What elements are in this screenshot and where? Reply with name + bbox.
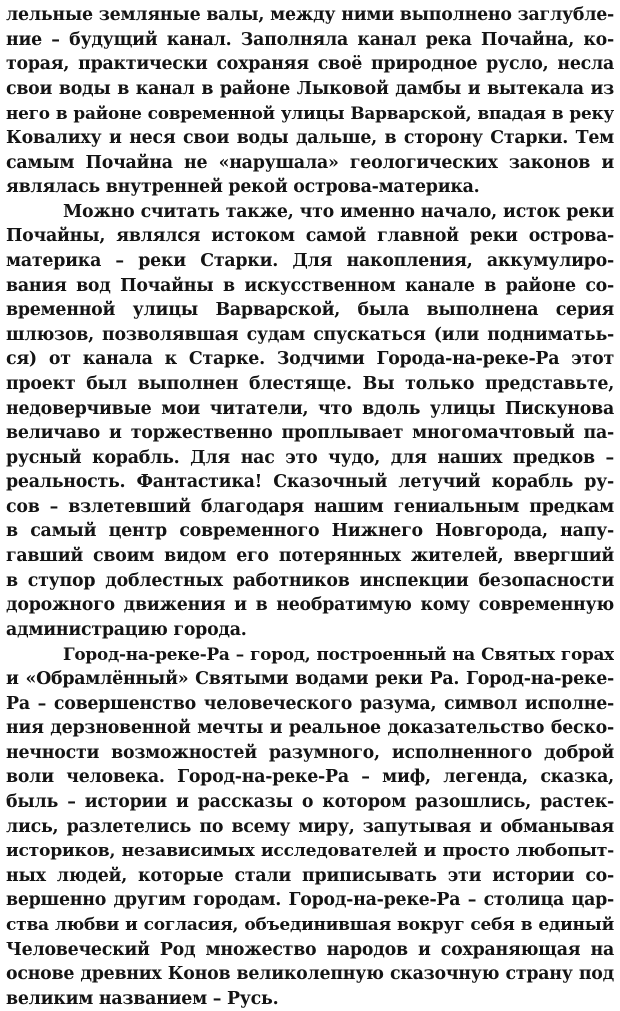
text-line: гавший своим видом его потерянных жителей, ввергший	[6, 546, 614, 567]
text-line: воли человека. Город-на-реке-Ра – миф, легенда, сказка,	[6, 767, 614, 788]
text-line: недоверчивые мои читатели, что вдоль улицы Пискунова	[6, 398, 614, 419]
paragraph-1	[6, 3, 614, 200]
text-line: вершенно другим городам. Город-на-реке-Ра – столица цар-	[6, 890, 614, 911]
text-line: него в районе современной улицы Варварской, впадая в реку	[6, 103, 614, 124]
text-line: шлюзов, позволявшая судам спускаться (или подниматьь-	[6, 324, 614, 345]
text-line: ся) от канала к Старке. Зодчими Города-на-реке-Ра этот	[6, 349, 614, 370]
text-line: историков, независимых исследователей и просто любопыт-	[6, 841, 614, 862]
paragraph-2	[6, 200, 614, 643]
text-line: Город-на-реке-Ра – город, построенный на Святых горах	[63, 644, 614, 665]
text-line: русный корабль. Для нас это чудо, для наших предков –	[6, 447, 614, 468]
text-line: величаво и торжественно проплывает многомачтовый па-	[6, 423, 614, 444]
text-line: свои воды в канал в районе Лыковой дамбы и вытекала из	[6, 78, 614, 99]
text-line: Ра – совершенство человеческого разума, символ исполне-	[6, 693, 614, 714]
text-line: Человеческий Род множество народов и сохраняющая на	[6, 939, 614, 960]
text-line: торая, практически сохраняя своё природное русло, несла	[6, 54, 614, 75]
text-line: основе древних Конов великолепную сказочную страну под	[6, 964, 614, 985]
text-line: Можно считать также, что именно начало, исток реки	[63, 201, 614, 222]
text-line: Почайны, являлся истоком самой главной реки острова-	[6, 226, 614, 247]
text-line: дорожного движения и в необратимую кому современную	[6, 595, 614, 616]
text-line: проект был выполнен блестяще. Вы только представьте,	[6, 373, 614, 394]
text-line: материка – реки Старки. Для накопления, аккумулиро-	[6, 250, 614, 271]
text-line: в самый центр современного Нижнего Новгорода, напу-	[6, 521, 614, 542]
text-line: в ступор доблестных работников инспекции безопасности	[6, 570, 614, 591]
text-line: ства любви и согласия, объединившая вокруг себя в единый	[6, 914, 614, 935]
text-line: администрацию города.	[6, 619, 247, 640]
text-line: ных людей, которые стали приписывать эти истории со-	[6, 865, 614, 886]
text-line: сов – взлетевший благодаря нашим гениальным предкам	[6, 496, 614, 517]
text-line: вания вод Почайны в искусственном канале в районе со-	[6, 275, 614, 296]
text-line: самым Почайна не «нарушала» геологических законов и	[6, 152, 614, 173]
paragraph-3	[6, 642, 614, 1011]
book-page	[6, 3, 614, 1011]
text-line: ние – будущий канал. Заполняла канал река Почайна, ко-	[6, 29, 614, 50]
text-line: и «Обрамлённый» Святыми водами реки Ра. Город-на-реке-	[6, 669, 614, 690]
text-line: лись, разлетелись по всему миру, запутывая и обманывая	[6, 816, 614, 837]
text-line: великим названием – Русь.	[6, 988, 279, 1009]
text-line: реальность. Фантастика! Сказочный летучий корабль ру-	[6, 472, 614, 493]
text-line: быль – истории и рассказы о котором разошлись, растек-	[6, 792, 614, 812]
text-line: ния дерзновенной мечты и реальное доказательство беско-	[6, 718, 614, 739]
text-line: временной улицы Варварской, была выполнена серия	[6, 300, 614, 321]
text-line: Ковалиху и неся свои воды дальше, в сторону Старки. Тем	[6, 127, 614, 148]
text-line: лельные земляные валы, между ними выполнено заглубле-	[6, 5, 614, 25]
text-line: нечности возможностей разумного, исполненного доброй	[6, 742, 614, 763]
text-line: являлась внутренней рекой острова-материка.	[6, 177, 480, 198]
